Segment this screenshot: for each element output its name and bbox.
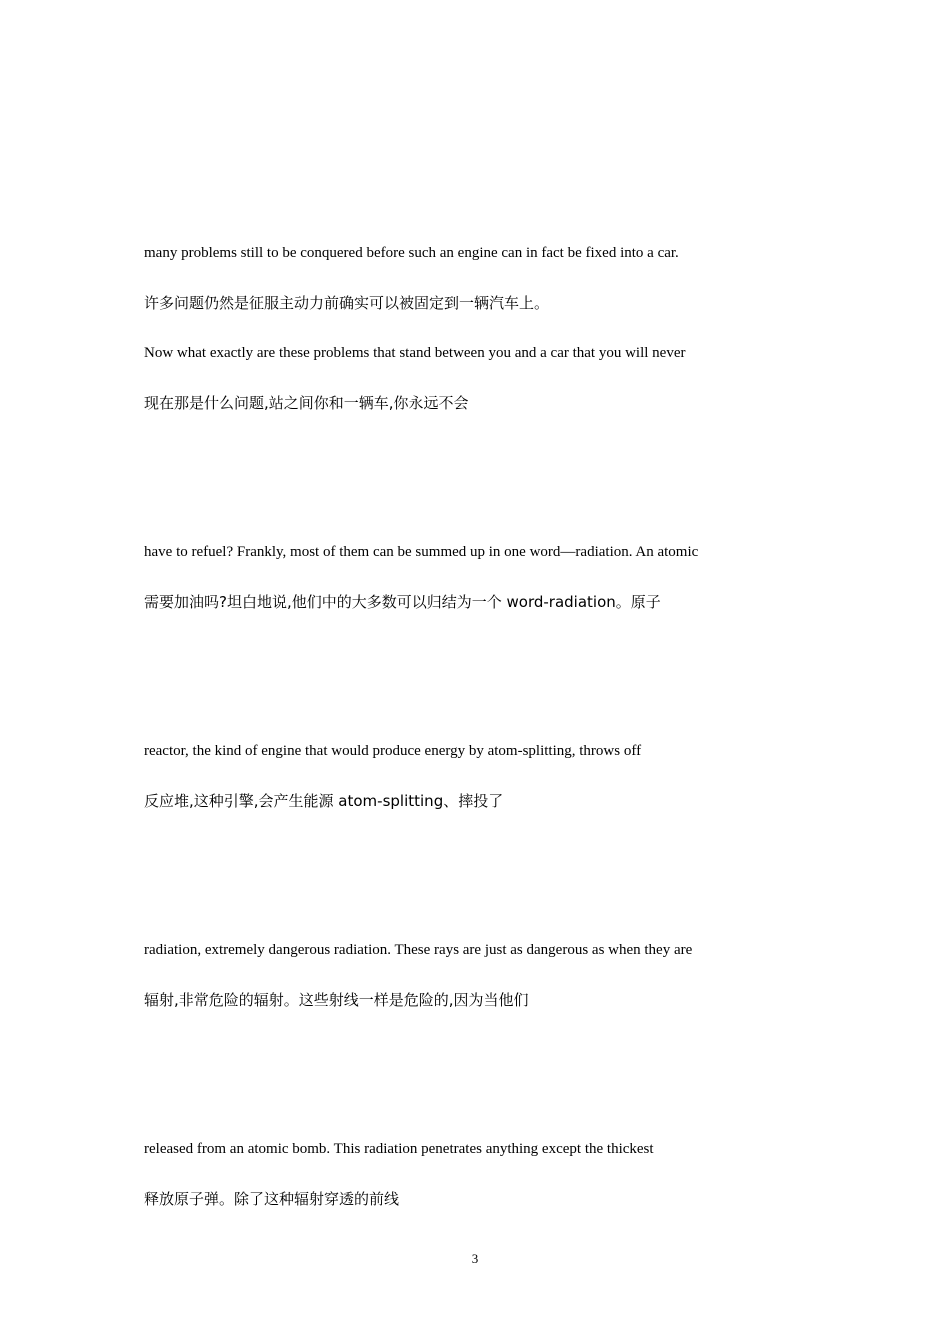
chinese-line-2: 现在那是什么问题,站之间你和一辆车,你永远不会 — [144, 394, 469, 412]
english-line-6: released from an atomic bomb. This radiation penetrates anything except the thickest — [144, 1141, 654, 1157]
chinese-line-3: 需要加油吗?坦白地说,他们中的大多数可以归结为一个 word-radiation。原子 — [144, 593, 661, 611]
page-number: 3 — [471, 1251, 479, 1266]
chinese-line-5: 辐射,非常危险的辐射。这些射线一样是危险的,因为当他们 — [144, 991, 529, 1009]
english-line-3: have to refuel? Frankly, most of them can be summed up in one word—radiation. An atomic — [144, 544, 699, 560]
english-line-5: radiation, extremely dangerous radiation. These rays are just as dangerous as when they are — [144, 942, 693, 958]
english-line-4: reactor, the kind of engine that would produce energy by atom-splitting, throws off — [144, 743, 642, 759]
chinese-line-1: 许多问题仍然是征服主动力前确实可以被固定到一辆汽车上。 — [144, 294, 550, 312]
chinese-line-4: 反应堆,这种引擎,会产生能源 atom-splitting、摔投了 — [144, 792, 504, 810]
chinese-line-6: 释放原子弹。除了这种辐射穿透的前线 — [144, 1190, 400, 1208]
english-line-2: Now what exactly are these problems that stand between you and a car that you will never — [144, 345, 686, 361]
english-line-1: many problems still to be conquered before such an engine can in fact be fixed into a car. — [144, 245, 679, 261]
